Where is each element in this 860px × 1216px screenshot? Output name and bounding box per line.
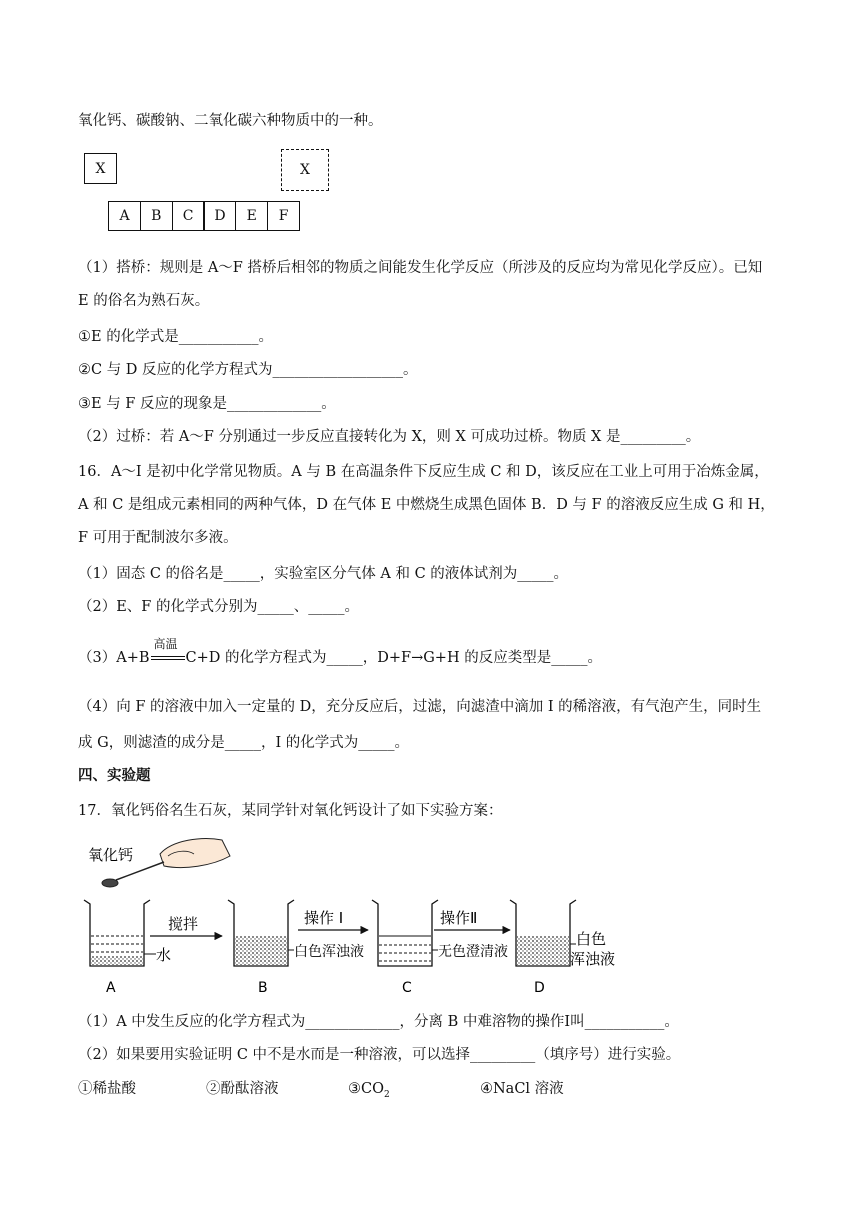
p16-line-a: 16．A～I 是初中化学常见物质。A 与 B 在高温条件下反应生成 C 和 D，该反应在工业上可用于冶炼金属， [78, 464, 769, 480]
p16-sub-4a: （4）向 F 的溶液中加入一定量的 D，充分反应后，过滤，向滤渣中滴加 I 的稀溶液，有气泡产生，同时生 [78, 699, 762, 715]
experiment-figure [72, 832, 632, 1002]
p17-sub-2: （2）如果要用实验证明 C 中不是水而是一种溶液，可以选择_________（填序号）进行实验。 [78, 1047, 681, 1063]
x-box-left: X [84, 153, 117, 184]
p17-sub-1: （1）A 中发生反应的化学方程式为_____________，分离 B 中难溶物的操作I叫___________。 [78, 1014, 679, 1030]
label-a: A [106, 980, 116, 996]
reaction-condition [150, 637, 186, 668]
cell-d: D [203, 201, 236, 231]
cell-f: F [267, 201, 300, 231]
op1-label: 操作 I [304, 909, 344, 927]
bridge-cells [108, 201, 300, 231]
stir-label: 搅拌 [168, 915, 199, 933]
turbid-label: 浑浊液 [570, 950, 616, 968]
q2-line: （2）过桥：若 A～F 分别通过一步反应直接转化为 X，则 X 可成功过桥。物质 X 是_________。 [78, 429, 701, 445]
q1-sub-2: ②C 与 D 反应的化学方程式为__________________。 [78, 362, 418, 378]
option-3-text: ③CO [348, 1081, 384, 1097]
option-4: ④NaCl 溶液 [480, 1081, 564, 1097]
section-heading: 四、实验题 [78, 767, 151, 784]
p16-line-c: F 可用于配制波尔多液。 [78, 530, 238, 546]
option-1: ①稀盐酸 [78, 1081, 136, 1097]
beaker-d [510, 900, 576, 966]
p16-sub-4b: 成 G，则滤渣的成分是_____，I 的化学式为_____。 [78, 735, 410, 751]
q1-sub-1: ①E 的化学式是___________。 [78, 329, 273, 345]
clear-label: 无色澄清液 [438, 944, 508, 960]
option-2: ②酚酞溶液 [206, 1081, 279, 1097]
option-3 [348, 1079, 390, 1105]
beaker-b [228, 900, 294, 966]
p17-line: 17．氧化钙俗名生石灰，某同学针对氧化钙设计了如下实验方案： [78, 803, 503, 819]
beaker-c [372, 900, 438, 966]
p16-sub-3-start: （3）A+B [78, 650, 150, 666]
cell-a: A [108, 201, 141, 231]
beaker-a [84, 900, 150, 966]
condition-label: 高温 [153, 637, 178, 651]
p16-sub-1: （1）固态 C 的俗名是_____，实验室区分气体 A 和 C 的液体试剂为_____。 [78, 566, 569, 582]
x-box-right-dashed: X [281, 149, 329, 191]
cell-e: E [235, 201, 268, 231]
text-line: 氧化钙、碳酸钠、二氧化碳六种物质中的一种。 [78, 113, 383, 129]
cell-b: B [140, 201, 173, 231]
p16-sub-3 [78, 637, 602, 668]
equals-sign [151, 656, 185, 660]
reagent-label: 氧化钙 [88, 846, 134, 864]
op2-label: 操作Ⅱ [440, 909, 478, 927]
q1-line-b: E 的俗名为熟石灰。 [78, 293, 210, 309]
water-label: 水 [156, 946, 172, 964]
label-c: C [402, 980, 412, 996]
p16-sub-3-end: C+D 的化学方程式为_____，D+F→G+H 的反应类型是_____。 [185, 650, 602, 666]
cell-c: C [172, 201, 205, 231]
p16-line-b: A 和 C 是组成元素相同的两种气体，D 在气体 E 中燃烧生成黑色固体 B．D 与 F 的溶液反应生成 G 和 H， [78, 497, 775, 513]
q1-sub-3: ③E 与 F 反应的现象是_____________。 [78, 396, 336, 412]
p16-sub-2: （2）E、F 的化学式分别为_____、_____。 [78, 599, 359, 615]
label-b: B [258, 980, 268, 996]
q1-line-a: （1）搭桥：规则是 A～F 搭桥后相邻的物质之间能发生化学反应（所涉及的反应均为常见化学反应）。已知 [78, 260, 763, 276]
label-d: D [534, 980, 545, 996]
white-turbid-label: 白色浑浊液 [294, 944, 364, 960]
white-label: 白色 [576, 930, 607, 948]
option-3-subscript: 2 [383, 1089, 390, 1100]
